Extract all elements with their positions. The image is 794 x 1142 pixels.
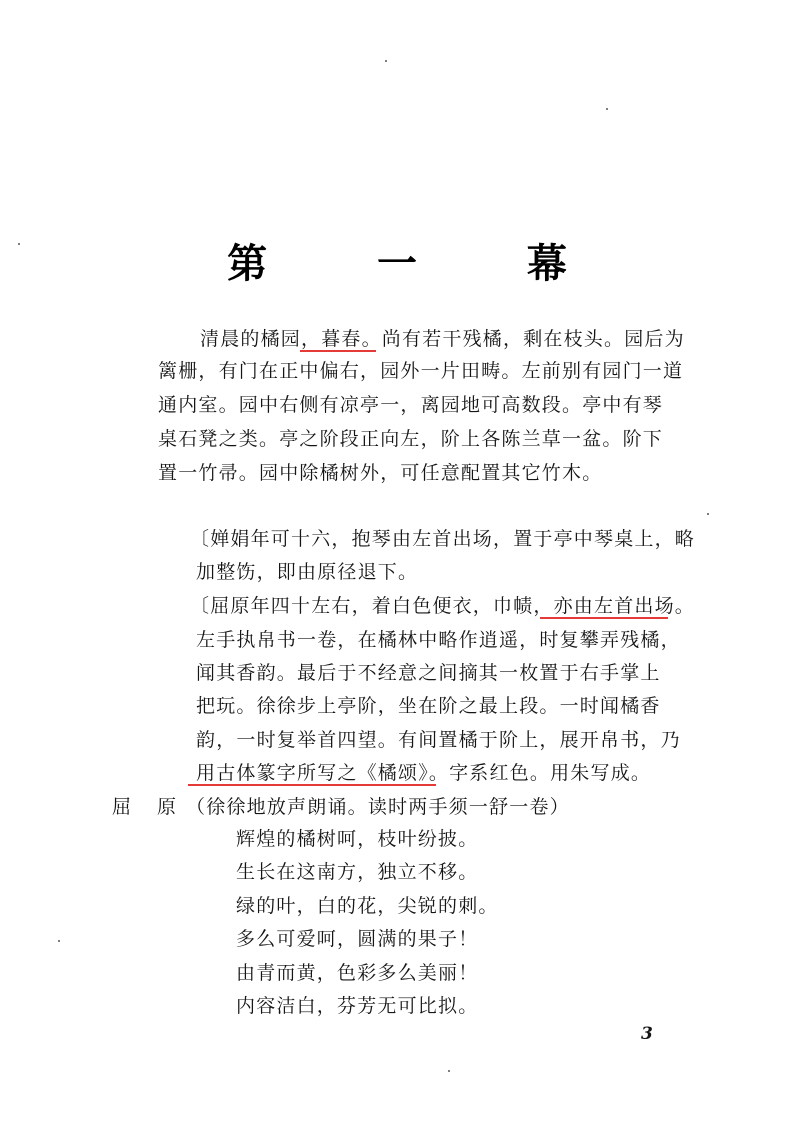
red-underline <box>300 350 376 352</box>
poem-line: 多么可爱呵，圆满的果子！ <box>236 928 479 950</box>
scan-speck <box>448 1070 450 1072</box>
stage-direction-line: 通内室。园中右侧有凉亭一，离园地可高数段。亭中有琴 <box>158 394 664 416</box>
poem-line: 由青而黄，色彩多么美丽！ <box>236 962 479 984</box>
action-line: 〔婵娟年可十六，抱琴由左首出场，置于亭中琴桌上，略 <box>190 528 696 550</box>
poem-line: 绿的叶，白的花，尖锐的刺。 <box>236 895 499 917</box>
speaker-line <box>112 794 570 820</box>
stage-direction-line: 桌石凳之类。亭之阶段正向左，阶上各陈兰草一盆。阶下 <box>158 428 664 450</box>
scan-speck <box>707 513 709 515</box>
act-title: 第 一 幕 <box>227 240 615 287</box>
red-underline <box>188 784 436 786</box>
stage-direction-line: 清晨的橘园，暮春。尚有若干残橘，剩在枝头。园后为 <box>200 328 685 350</box>
action-line: 左手执帛书一卷，在橘林中略作逍遥，时复攀弄残橘， <box>196 629 681 651</box>
action-line: 闻其香韵。最后于不经意之间摘其一枚置于右手掌上 <box>196 662 661 684</box>
stage-direction-line: 篱栅，有门在正中偏右，园外一片田畴。左前别有园门一道 <box>158 360 684 382</box>
action-line: 〔屈原年四十左右，着白色便衣，巾帻，亦由左首出场。 <box>190 595 696 617</box>
scan-speck <box>58 940 60 942</box>
poem-line: 生长在这南方，独立不移。 <box>236 861 479 883</box>
speaker-direction: （徐徐地放声朗诵。读时两手须一舒一卷） <box>186 796 570 818</box>
page-number: 3 <box>641 1024 653 1044</box>
speaker-name: 屈 原 <box>112 796 187 818</box>
action-line: 韵，一时复举首四望。有间置橘于阶上，展开帛书，乃 <box>196 729 681 751</box>
scan-speck <box>606 108 608 110</box>
action-line: 用古体篆字所写之《橘颂》。字系红色。用朱写成。 <box>196 762 652 784</box>
scan-speck <box>385 60 387 62</box>
poem-line: 内容洁白，芬芳无可比拟。 <box>236 995 479 1017</box>
action-line: 把玩。徐徐步上亭阶，坐在阶之最上段。一时闻橘香 <box>196 695 661 717</box>
red-underline <box>540 617 668 619</box>
action-line: 加整饬，即由原径退下。 <box>196 561 419 583</box>
stage-direction-line: 置一竹帚。园中除橘树外，可任意配置其它竹木。 <box>158 462 603 484</box>
poem-line: 辉煌的橘树呵，枝叶纷披。 <box>236 828 479 850</box>
